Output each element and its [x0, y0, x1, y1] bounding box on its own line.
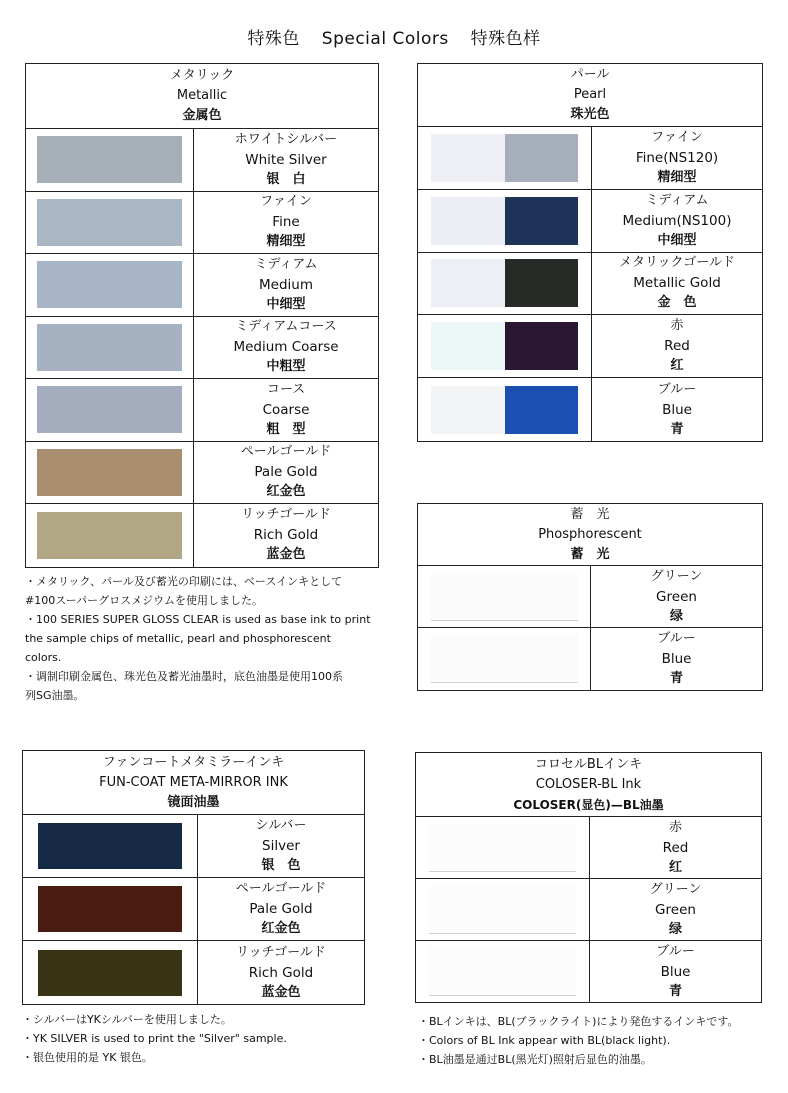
- color-swatch: [37, 324, 182, 371]
- swatch-cell: [418, 628, 591, 690]
- label-en: Fine: [272, 214, 300, 231]
- coloser-header-jp: コロセルBLインキ: [534, 756, 643, 772]
- label-zh: 青: [670, 421, 684, 437]
- label-jp: コース: [266, 381, 306, 397]
- metallic-header-en: Metallic: [176, 88, 228, 103]
- metallic-row: [26, 379, 378, 442]
- swatch-cell: [418, 378, 592, 441]
- label-en: Pale Gold: [249, 901, 313, 917]
- funcoat-row: [23, 941, 364, 1004]
- metallic-row: [26, 504, 378, 567]
- swatch-print: [505, 134, 578, 182]
- color-swatch: [431, 197, 578, 245]
- metallic-row: [26, 192, 378, 255]
- note-line: the sample chips of metallic, pearl and phosphorescent: [25, 632, 331, 645]
- label-zh: 红: [670, 358, 684, 374]
- funcoat-row: [23, 878, 364, 941]
- title-jp: 特殊色: [247, 29, 300, 49]
- swatch-cell: [26, 192, 194, 254]
- metallic-header-zh: 金属色: [182, 108, 222, 123]
- swatch-label: [198, 878, 364, 940]
- color-swatch: [37, 512, 182, 559]
- label-zh: 中细型: [657, 232, 697, 248]
- color-swatch: [431, 635, 578, 683]
- metallic-header: [26, 64, 378, 129]
- color-swatch: [431, 134, 578, 182]
- label-jp: ペールゴールド: [240, 444, 332, 460]
- note-line: ・BL油墨是通过BL(黑光灯)照射后显色的油墨。: [418, 1053, 652, 1066]
- color-swatch: [38, 886, 182, 932]
- swatch-cell: [416, 879, 590, 940]
- label-jp: ミディアム: [254, 256, 318, 272]
- label-zh: 红金色: [266, 484, 306, 500]
- swatch-print: [505, 322, 578, 370]
- swatch-cell: [23, 878, 198, 940]
- color-swatch: [429, 824, 576, 872]
- note-line: ・调制印刷金属色、珠光色及蓄光油墨时，底色油墨是使用100系: [25, 670, 343, 683]
- label-zh: 红金色: [261, 921, 301, 936]
- color-swatch: [431, 322, 578, 370]
- swatch-label: [592, 127, 762, 189]
- label-jp: ブルー: [657, 631, 696, 646]
- label-jp: ブルー: [657, 381, 697, 397]
- label-en: Rich Gold: [248, 964, 314, 981]
- label-zh: 青: [668, 984, 682, 999]
- label-en: Pale Gold: [254, 464, 318, 481]
- label-jp: ミディアム: [645, 192, 709, 208]
- coloser-header-zh: COLOSER(显色)—BL油墨: [513, 797, 664, 812]
- coloser-header: [416, 753, 761, 817]
- note-line: ・Colors of BL Ink appear with BL(black light).: [418, 1034, 671, 1047]
- swatch-print: [505, 197, 578, 245]
- title-zh: 特殊色样: [470, 29, 541, 49]
- phosphorescent-header-jp: 蓄 光: [570, 506, 610, 522]
- coloser-row: [416, 941, 761, 1003]
- coloser-panel: [415, 752, 762, 1003]
- label-en: Silver: [262, 838, 300, 854]
- label-zh: 金 色: [657, 295, 697, 311]
- metallic-notes: [25, 572, 395, 705]
- funcoat-header-jp: ファンコートメタミラーインキ: [102, 754, 285, 770]
- funcoat-header-en: FUN-COAT META-MIRROR INK: [99, 774, 288, 790]
- pearl-header-jp: パール: [570, 67, 610, 82]
- color-swatch: [429, 886, 576, 934]
- swatch-cell: [26, 379, 194, 441]
- swatch-print: [505, 386, 578, 434]
- color-swatch: [38, 950, 182, 996]
- swatch-label: [194, 129, 378, 191]
- pearl-row: [418, 253, 762, 316]
- coloser-header-en: COLOSER-BL Ink: [535, 776, 642, 792]
- label-zh: 中粗型: [266, 359, 306, 375]
- swatch-label: [198, 941, 364, 1004]
- pearl-row: [418, 315, 762, 378]
- metallic-row: [26, 129, 378, 192]
- label-zh: 中细型: [266, 296, 306, 312]
- color-swatch: [38, 823, 182, 869]
- note-line: ・100 SERIES SUPER GLOSS CLEAR is used as base ink to print: [25, 613, 371, 626]
- label-jp: 赤: [668, 819, 682, 835]
- label-zh: 精细型: [266, 234, 306, 250]
- swatch-cell: [418, 566, 591, 627]
- color-swatch: [429, 948, 576, 996]
- coloser-row: [416, 817, 761, 879]
- color-swatch: [37, 261, 182, 308]
- phosphorescent-header-zh: 蓄 光: [570, 546, 610, 562]
- swatch-label: [591, 566, 762, 627]
- funcoat-notes: [22, 1010, 382, 1067]
- label-zh: 精细型: [657, 169, 697, 185]
- swatch-label: [590, 817, 761, 878]
- color-swatch: [431, 259, 578, 307]
- label-zh: 银 色: [261, 858, 301, 873]
- phosphorescent-row: [418, 566, 762, 628]
- label-en: Metallic Gold: [633, 275, 721, 292]
- note-line: ・BLインキは、BL(ブラックライト)により発色するインキです。: [418, 1015, 739, 1028]
- note-line: ・YK SILVER is used to print the "Silver" sample.: [22, 1032, 287, 1045]
- label-jp: グリーン: [649, 881, 702, 897]
- label-jp: ファイン: [651, 129, 703, 145]
- label-jp: グリーン: [650, 568, 703, 584]
- phosphorescent-row: [418, 628, 762, 690]
- label-en: Green: [655, 901, 696, 918]
- swatch-label: [590, 879, 761, 940]
- swatch-edge: [429, 871, 576, 872]
- swatch-edge: [431, 620, 578, 621]
- label-en: White Silver: [245, 151, 327, 168]
- swatch-edge: [429, 933, 576, 934]
- swatch-label: [592, 190, 762, 252]
- swatch-cell: [26, 317, 194, 379]
- color-swatch: [37, 136, 182, 183]
- funcoat-header: [23, 751, 364, 815]
- pearl-row: [418, 190, 762, 253]
- label-jp: ミディアムコース: [235, 319, 337, 335]
- label-en: Red: [662, 839, 689, 856]
- swatch-label: [194, 254, 378, 316]
- metallic-row: [26, 442, 378, 505]
- metallic-row: [26, 254, 378, 317]
- metallic-header-jp: メタリック: [169, 68, 235, 83]
- label-zh: 红: [668, 859, 682, 875]
- swatch-cell: [26, 442, 194, 504]
- swatch-cell: [418, 190, 592, 252]
- label-zh: 青: [669, 671, 683, 686]
- swatch-base: [431, 259, 505, 307]
- label-en: Green: [656, 588, 697, 605]
- label-en: Medium: [259, 276, 313, 293]
- label-en: Blue: [662, 401, 692, 418]
- swatch-cell: [26, 254, 194, 316]
- label-jp: シルバー: [255, 818, 307, 833]
- label-en: Coarse: [262, 401, 310, 418]
- swatch-cell: [23, 941, 198, 1004]
- phosphorescent-panel: [417, 503, 763, 691]
- label-zh: 蓝金色: [261, 984, 301, 1000]
- swatch-label: [194, 442, 378, 504]
- swatch-label: [592, 253, 762, 315]
- label-en: Red: [664, 338, 690, 355]
- pearl-header: [418, 64, 762, 127]
- note-line: colors.: [25, 651, 62, 664]
- swatch-cell: [23, 815, 198, 877]
- label-jp: ファイン: [260, 194, 312, 210]
- swatch-label: [590, 941, 761, 1003]
- swatch-base: [431, 386, 505, 434]
- page-title: [0, 24, 788, 49]
- color-swatch: [37, 199, 182, 246]
- label-zh: 粗 型: [266, 421, 306, 437]
- color-swatch: [37, 449, 182, 496]
- pearl-row: [418, 378, 762, 441]
- label-jp: リッチゴールド: [236, 944, 326, 960]
- coloser-notes: [418, 1012, 786, 1069]
- label-en: Blue: [660, 964, 691, 980]
- phosphorescent-header: [418, 504, 762, 566]
- swatch-base: [431, 322, 505, 370]
- label-en: Blue: [661, 651, 692, 667]
- coloser-row: [416, 879, 761, 941]
- label-en: Medium(NS100): [622, 212, 732, 229]
- swatch-label: [194, 379, 378, 441]
- swatch-edge: [429, 995, 576, 996]
- swatch-print: [505, 259, 578, 307]
- label-jp: リッチゴールド: [241, 507, 331, 523]
- color-swatch: [431, 386, 578, 434]
- swatch-label: [592, 378, 762, 441]
- label-en: Fine(NS120): [635, 149, 719, 166]
- swatch-cell: [26, 504, 194, 567]
- title-en: Special Colors: [321, 29, 449, 49]
- label-zh: 绿: [669, 608, 683, 624]
- color-swatch: [37, 386, 182, 433]
- swatch-base: [431, 197, 505, 245]
- label-zh: 银 白: [266, 171, 306, 187]
- note-line: ・シルバーはYKシルバーを使用しました。: [22, 1013, 232, 1026]
- note-line: ・メタリック、パール及び蓄光の印刷には、ベースインキとして: [25, 575, 343, 588]
- label-jp: ホワイトシルバー: [234, 131, 338, 147]
- label-jp: メタリックゴールド: [619, 255, 735, 271]
- label-zh: 绿: [668, 921, 682, 937]
- pearl-header-zh: 珠光色: [570, 107, 610, 122]
- label-jp: ブルー: [656, 944, 695, 959]
- swatch-cell: [416, 941, 590, 1003]
- label-en: Medium Coarse: [233, 339, 339, 356]
- metallic-row: [26, 317, 378, 380]
- swatch-edge: [431, 682, 578, 683]
- swatch-cell: [418, 315, 592, 377]
- metallic-panel: [25, 63, 379, 568]
- note-line: ・银色使用的是 YK 银色。: [22, 1051, 153, 1064]
- funcoat-panel: [22, 750, 365, 1005]
- swatch-label: [194, 317, 378, 379]
- label-zh: 蓝金色: [266, 547, 306, 563]
- swatch-cell: [418, 127, 592, 189]
- pearl-row: [418, 127, 762, 190]
- pearl-header-en: Pearl: [573, 87, 607, 102]
- swatch-cell: [26, 129, 194, 191]
- label-jp: 赤: [670, 318, 684, 334]
- label-en: Rich Gold: [253, 527, 319, 544]
- color-swatch: [431, 573, 578, 621]
- swatch-cell: [418, 253, 592, 315]
- note-line: 列SG油墨。: [25, 689, 85, 702]
- swatch-label: [194, 192, 378, 254]
- swatch-label: [591, 628, 762, 690]
- swatch-cell: [416, 817, 590, 878]
- phosphorescent-header-en: Phosphorescent: [538, 526, 642, 542]
- note-line: #100スーパーグロスメジウムを使用しました。: [25, 594, 264, 607]
- swatch-label: [198, 815, 364, 877]
- swatch-label: [592, 315, 762, 377]
- label-jp: ペールゴールド: [235, 881, 327, 896]
- funcoat-header-zh: 镜面油墨: [167, 794, 220, 810]
- swatch-label: [194, 504, 378, 567]
- pearl-panel: [417, 63, 763, 442]
- funcoat-row: [23, 815, 364, 878]
- swatch-base: [431, 134, 505, 182]
